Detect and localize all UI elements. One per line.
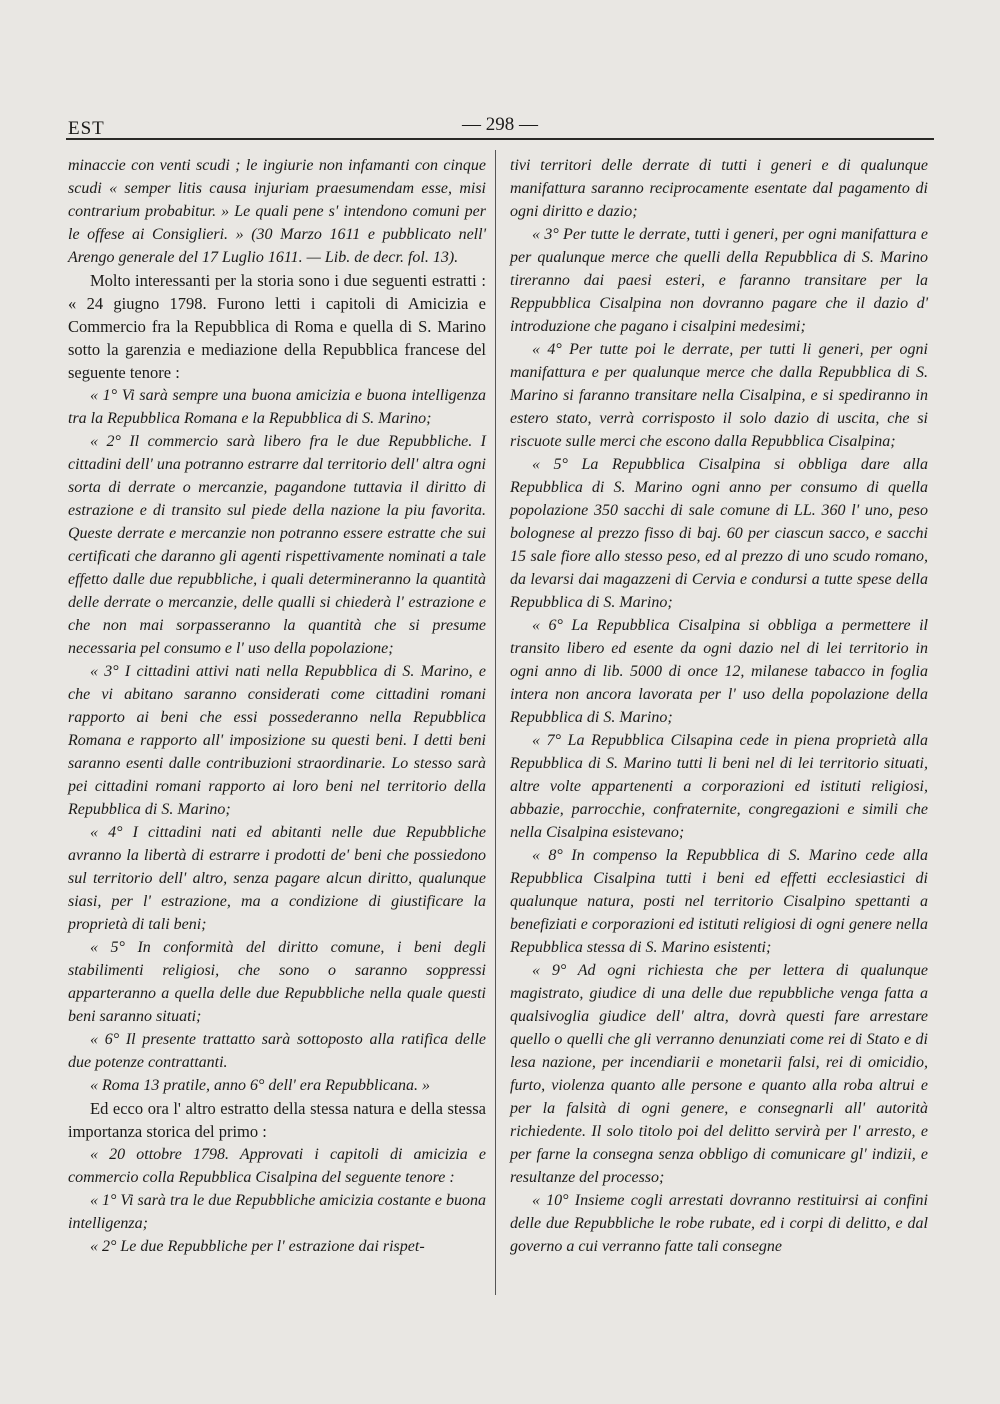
paragraph: « 3° I cittadini attivi nati nella Repubblica di S. Marino, e che vi abitano saranno considerati come cittadini romani rapporto ai beni che essi possederanno nella Repubblica Romana e rapporto all' imposizione su questi beni. I detti beni saranno esenti dalle contribuzioni straordinarie. Lo stesso sarà pei cittadini romani rapporto ai loro beni nel territorio della Repubblica di S. Marino; [68, 663, 486, 818]
paragraph: « 10° Insieme cogli arrestati dovranno restituirsi ai confini delle due Repubbliche le robe rubate, ed i corpi di delitto, e dal governo a cui verranno fatte tali consegne [510, 1192, 928, 1255]
paragraph: « 3° Per tutte le derrate, tutti i generi, per ogni manifattura e per qualunque merce che quelli della Repubblica di S. Marino tireranno dai paesi esteri, e faranno transitare per la Reppubblica Cisalpina non dovranno pagare che il dazio d' introduzione che pagano i cisalpini medesimi; [510, 226, 928, 335]
paragraph: « 9° Ad ogni richiesta che per lettera di qualunque magistrato, giudice di una delle due repubbliche venga fatta a qualsivoglia giudice dell' altra, dovrà questi fare arrestare quello o quelli che gli verranno denunziati come rei di Stato e di lesa nazione, per incendiarii e monetarii falsi, rei di omicidio, furto, violenza quanto alle persone e quanto alla roba altrui e per la falsità di ogni genere, e consegnarli all' autorità richiedente. Il solo titolo poi del delitto servirà per l' arresto, e per farne la consegna senza obbligo di comunicare gl' indizii, e resultanze del processo; [510, 962, 928, 1186]
paragraph: Molto interessanti per la storia sono i due seguenti estratti : « 24 giugno 1798. Furono letti i capitoli di Amicizia e Commercio fra la Repubblica di Roma e quella di S. Marino sotto la garenzia e mediazione della Repubblica francese del seguente tenore : [68, 271, 486, 382]
paragraph: « 5° In conformità del diritto comune, i beni degli stabilimenti religiosi, che sono o saranno soppressi apparteranno a quella delle due Repubbliche nella quale questi beni saranno situati; [68, 939, 486, 1025]
column-divider [495, 150, 496, 1295]
paragraph: « Roma 13 pratile, anno 6° dell' era Repubblicana. » [90, 1077, 430, 1094]
paragraph: Ed ecco ora l' altro estratto della stessa natura e della stessa importanza storica del primo : [68, 1099, 486, 1141]
paragraph: « 20 ottobre 1798. Approvati i capitoli di amicizia e commercio colla Repubblica Cisalpina del seguente tenore : [68, 1146, 486, 1186]
paragraph: « 6° Il presente trattatto sarà sottoposto alla ratifica delle due potenze contrattanti. [68, 1031, 486, 1071]
paragraph: tivi territori delle derrate di tutti i generi e di qualunque manifattura saranno reciprocamente esentate dal pagamento di ogni diritto e dazio; [510, 157, 928, 220]
paragraph: minaccie con venti scudi ; le ingiurie non infamanti con cinque scudi « semper litis causa injuriam praesumendam esse, misi contrarium probabitur. » Le quali pene s' intendono comuni per le offese ai Consiglieri. » (30 Marzo 1611 e pubblicato nell' Arengo generale del 17 Luglio 1611. — Lib. de decr. fol. 13). [68, 157, 486, 266]
running-head: EST [68, 118, 105, 139]
paragraph: « 2° Le due Repubbliche per l' estrazione dai rispet- [90, 1238, 425, 1255]
paragraph: « 4° Per tutte poi le derrate, per tutti li generi, per ogni manifattura e per qualunque merce che dalla Repubblica di S. Marino si faranno transitare nella Cisalpina, e si spediranno in estero stato, verrà corrisposto il solo dazio di uscita, che si riscuote sulle merci che escono dalla Repubblica Cisalpina; [510, 341, 928, 450]
page-number: — 298 — [462, 114, 538, 135]
right-column [510, 154, 928, 1258]
paragraph: « 1° Vi sarà sempre una buona amicizia e buona intelligenza tra la Repubblica Romana e la Repubblica di S. Marino; [68, 387, 486, 427]
left-column [68, 154, 486, 1258]
paragraph: « 7° La Repubblica Cilsapina cede in piena proprietà alla Repubblica di S. Marino tutti li beni nel di lei territorio situati, altre volte appartenenti a corporazioni ed istituti religiosi, abbazie, parrocchie, confraternite, congregazioni e simili che nella Cisalpina esistevano; [510, 732, 928, 841]
paragraph: « 1° Vi sarà tra le due Repubbliche amicizia costante e buona intelligenza; [68, 1192, 486, 1232]
paragraph: « 8° In compenso la Repubblica di S. Marino cede alla Repubblica Cisalpina tutti i beni ed effetti ecclesiastici di qualunque natura, posti nel territorio Cisalpino spettanti a benefiziati e corporazioni ed istituti religiosi di ogni genere nella Repubblica stessa di S. Marino esistenti; [510, 847, 928, 956]
header-rule [66, 138, 934, 140]
paragraph: « 4° I cittadini nati ed abitanti nelle due Repubbliche avranno la libertà di estrarre i prodotti de' beni che possiedono sul territorio dell' altro, senza pagare alcun diritto, qualunque siasi, per l' estrazione, ma a condizione di giustificare la proprietà di tali beni; [68, 824, 486, 933]
paragraph: « 5° La Repubblica Cisalpina si obbliga dare alla Repubblica di S. Marino ogni anno per consumo di quella popolazione 350 sacchi di sale comune di LL. 360 l' uno, peso bolognese al prezzo fisso di baj. 60 per ciascun sacco, e sacchi 15 sale fiore allo stesso peso, ed al prezzo di uno scudo romano, da levarsi dai magazzeni di Cervia e condursi a tutte spese della Repubblica di S. Marino; [510, 456, 928, 611]
paragraph: « 6° La Repubblica Cisalpina si obbliga a permettere il transito libero ed esente da ogni dazio nel di lei territorio in ogni anno di lib. 5000 di once 12, milanese tabacco in foglia intera non ancora lavorata per l' uso della popolazione della Repubblica di S. Marino; [510, 617, 928, 726]
paragraph: « 2° Il commercio sarà libero fra le due Repubbliche. I cittadini dell' una potranno estrarre dal territorio dell' altra ogni sorta di derrate o mercanzie, pagandone tuttavia il diritto di estrazione e di transito sul piede della nazione la piu favorita. Queste derrate e mercanzie non potranno essere estratte che sui certificati che daranno gli agenti rispettivamente nominati a tale effetto dalle due repubbliche, i quali determineranno la quantità delle derrate o mercanzie, delle qualli si chiederà l' estrazione e che non mai sorpasseranno la quantità che si presume necessaria pel consumo e l' uso della popolazione; [68, 433, 486, 657]
